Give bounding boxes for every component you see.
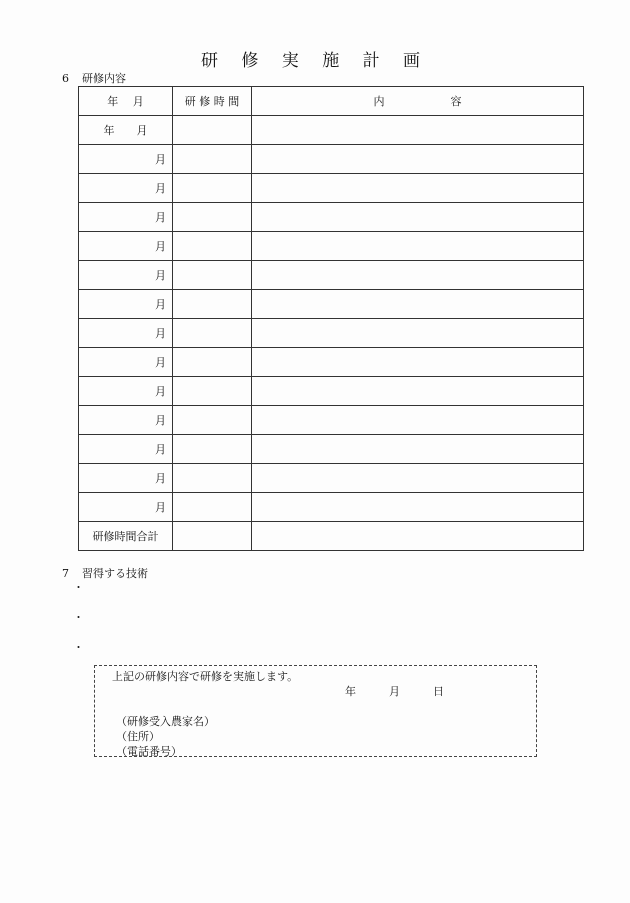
hours-cell[interactable]: [173, 377, 252, 406]
content-cell[interactable]: [252, 464, 584, 493]
address-label: （住所）: [116, 730, 160, 743]
month-cell[interactable]: 月: [79, 261, 173, 290]
header-content: 内 容: [252, 87, 584, 116]
month-cell[interactable]: 月: [79, 493, 173, 522]
hours-cell[interactable]: [173, 290, 252, 319]
farm-name-label: （研修受入農家名）: [116, 715, 215, 728]
skill-bullet: ・: [73, 581, 84, 594]
hours-cell[interactable]: [173, 493, 252, 522]
month-cell[interactable]: 月: [79, 319, 173, 348]
year-month-cell[interactable]: 年 月: [79, 116, 173, 145]
hours-cell[interactable]: [173, 203, 252, 232]
section-6-heading: [62, 70, 126, 86]
skill-bullet: ・: [73, 611, 84, 624]
table-row: [79, 377, 584, 406]
hours-cell[interactable]: [173, 464, 252, 493]
skill-bullet: ・: [73, 641, 84, 654]
content-cell[interactable]: [252, 116, 584, 145]
content-cell[interactable]: [252, 377, 584, 406]
table-row: [79, 232, 584, 261]
month-cell[interactable]: 月: [79, 290, 173, 319]
month-cell[interactable]: 月: [79, 464, 173, 493]
section-label: 習得する技術: [82, 567, 148, 580]
header-year-month: 年 月: [79, 87, 173, 116]
content-cell[interactable]: [252, 203, 584, 232]
table-row: [79, 261, 584, 290]
content-cell[interactable]: [252, 493, 584, 522]
total-row: [79, 522, 584, 551]
hours-cell[interactable]: [173, 116, 252, 145]
confirmation-box: [94, 665, 537, 757]
table-row: [79, 406, 584, 435]
total-hours-label: 研修時間合計: [79, 522, 173, 551]
month-cell[interactable]: 月: [79, 348, 173, 377]
hours-cell[interactable]: [173, 232, 252, 261]
content-cell[interactable]: [252, 290, 584, 319]
hours-cell[interactable]: [173, 261, 252, 290]
hours-cell[interactable]: [173, 145, 252, 174]
content-cell[interactable]: [252, 174, 584, 203]
page-title: 研 修 実 施 計 画: [200, 51, 430, 71]
hours-cell[interactable]: [173, 319, 252, 348]
content-cell[interactable]: [252, 145, 584, 174]
month-cell[interactable]: 月: [79, 435, 173, 464]
hours-cell[interactable]: [173, 348, 252, 377]
total-content-cell: [252, 522, 584, 551]
month-cell[interactable]: 月: [79, 232, 173, 261]
month-cell[interactable]: 月: [79, 203, 173, 232]
table-row: [79, 116, 584, 145]
month-cell[interactable]: 月: [79, 145, 173, 174]
section-label: 研修内容: [82, 72, 126, 85]
table-row: [79, 464, 584, 493]
month-cell[interactable]: 月: [79, 406, 173, 435]
content-cell[interactable]: [252, 319, 584, 348]
date-line: 年 月 日: [345, 685, 444, 698]
content-cell[interactable]: [252, 348, 584, 377]
content-cell[interactable]: [252, 406, 584, 435]
content-cell[interactable]: [252, 232, 584, 261]
total-hours-cell[interactable]: [173, 522, 252, 551]
month-cell[interactable]: 月: [79, 377, 173, 406]
content-cell[interactable]: [252, 261, 584, 290]
statement-text: 上記の研修内容で研修を実施します。: [112, 670, 299, 683]
content-cell[interactable]: [252, 435, 584, 464]
hours-cell[interactable]: [173, 435, 252, 464]
training-plan-table: [78, 86, 584, 551]
phone-label: （電話番号）: [116, 745, 182, 758]
table-row: [79, 290, 584, 319]
table-row: [79, 493, 584, 522]
table-row: [79, 435, 584, 464]
table-row: [79, 145, 584, 174]
hours-cell[interactable]: [173, 406, 252, 435]
month-cell[interactable]: 月: [79, 174, 173, 203]
table-row: [79, 203, 584, 232]
header-training-hours: 研 修 時 間: [173, 87, 252, 116]
table-row: [79, 348, 584, 377]
table-row: [79, 319, 584, 348]
table-row: [79, 174, 584, 203]
table-header-row: [79, 87, 584, 116]
section-number: 6: [62, 72, 69, 85]
section-number: 7: [62, 567, 69, 580]
hours-cell[interactable]: [173, 174, 252, 203]
